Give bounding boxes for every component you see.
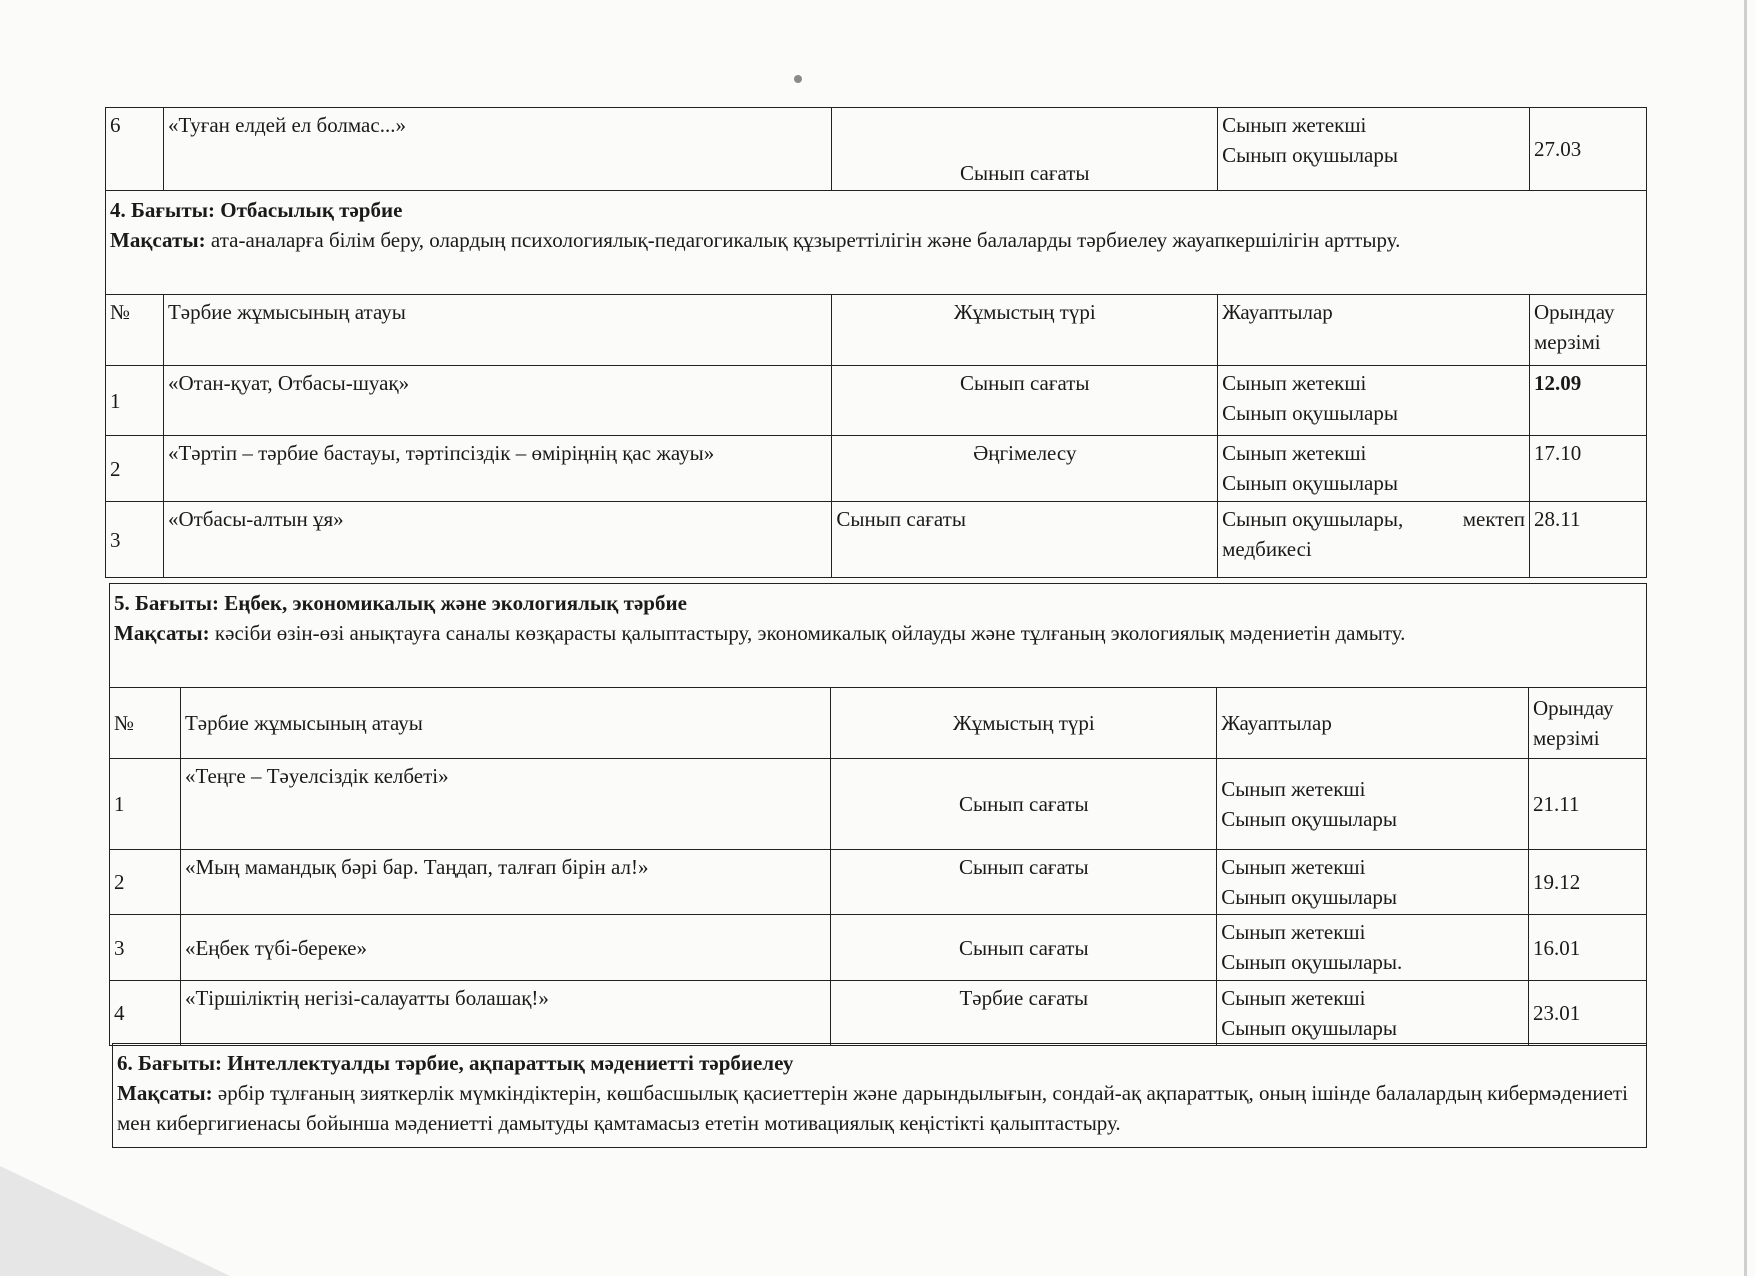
header-responsible: Жауаптылар (1217, 688, 1529, 759)
row-responsible (1218, 436, 1530, 502)
row-title: «Туған елдей ел болмас...» (163, 108, 831, 191)
row-title: «Теңге – Тәуелсіздік келбеті» (180, 759, 831, 850)
goal-label: Мақсаты: (117, 1081, 213, 1105)
responsible-line: Сынып оқушылары (1222, 143, 1398, 167)
row-title: «Отан-қуат, Отбасы-шуақ» (163, 366, 831, 436)
row-title: «Тәртіп – тәрбие бастауы, тәртіпсіздік – өміріңнің қас жауы» (163, 436, 831, 502)
section-5-heading: 5. Бағыты: Еңбек, экономикалық және экологиялық тәрбие (114, 591, 687, 615)
goal-text: әрбір тұлғаның зияткерлік мүмкіндіктерін, көшбасшылық қасиеттерін және дарындылығын, сондай-ақ ақпараттық, оның ішінде балалардың кибермәдениеті мен кибергигиенасы бойынша мәдениетті дамытуды қамтамасыз ететін мотивациялық кеңістікті қалыптастыру. (117, 1081, 1628, 1135)
plan-table-section-4 (105, 107, 1647, 578)
responsible-line: Сынып жетекші (1221, 777, 1366, 801)
table-row (110, 981, 1647, 1046)
row-title: «Еңбек түбі-береке» (180, 915, 831, 981)
row-responsible (1217, 915, 1529, 981)
goal-label: Мақсаты: (110, 228, 206, 252)
table-row (106, 366, 1647, 436)
goal-text: кәсіби өзін-өзі анықтауға саналы көзқарасты қалыптастыру, экономикалық ойлауды және тұлғаның экологиялық мәдениетін дамыту. (209, 621, 1406, 645)
scan-dot (794, 75, 802, 83)
plan-table-section-5 (109, 583, 1647, 1046)
row-type: Сынып сағаты (831, 759, 1217, 850)
responsible-line: Сынып оқушылары (1222, 401, 1398, 425)
header-title: Тәрбие жұмысының атауы (180, 688, 831, 759)
responsible-line: Сынып жетекші (1222, 441, 1367, 465)
section-6-goal (117, 1078, 1642, 1138)
row-date: 16.01 (1529, 915, 1647, 981)
row-responsible (1217, 850, 1529, 915)
row-type: Сынып сағаты (832, 366, 1218, 436)
row-date: 28.11 (1530, 502, 1647, 578)
responsible-line: Сынып оқушылары (1222, 471, 1398, 495)
row-type: Сынып сағаты (831, 850, 1217, 915)
row-type: Әңгімелесу (832, 436, 1218, 502)
row-title: «Тіршіліктің негізі-салауатты болашақ!» (180, 981, 831, 1046)
scan-edge (1744, 0, 1747, 1276)
row-number: 2 (110, 850, 181, 915)
row-title: «Отбасы-алтын ұя» (163, 502, 831, 578)
scan-fold-shadow (0, 1166, 230, 1276)
row-number: 4 (110, 981, 181, 1046)
header-responsible: Жауаптылар (1218, 295, 1530, 366)
row-date: 19.12 (1529, 850, 1647, 915)
table-row (106, 108, 1647, 191)
responsible-line: Сынып жетекші (1221, 920, 1366, 944)
row-number: 3 (106, 502, 164, 578)
responsible-line: Сынып оқушылары, мектеп (1222, 507, 1525, 531)
responsible-line: Сынып оқушылары (1221, 807, 1398, 831)
header-number: № (110, 688, 181, 759)
row-type: Сынып сағаты (831, 915, 1217, 981)
section-heading-row (106, 191, 1647, 295)
header-date: Орындау мерзімі (1530, 295, 1647, 366)
row-number: 3 (110, 915, 181, 981)
row-date: 27.03 (1530, 108, 1647, 191)
responsible-line: Сынып оқушылары (1221, 885, 1398, 909)
plan-table-section-6 (112, 1043, 1647, 1148)
section-6-heading: 6. Бағыты: Интеллектуалды тәрбие, ақпараттық мәдениетті тәрбиелеу (117, 1051, 794, 1075)
row-title: «Мың мамандық бәрі бар. Таңдап, талғап бірін ал!» (180, 850, 831, 915)
row-date: 17.10 (1530, 436, 1647, 502)
table-row (106, 436, 1647, 502)
header-type: Жұмыстың түрі (831, 688, 1217, 759)
section-6-heading-cell (113, 1044, 1647, 1148)
row-responsible (1218, 108, 1530, 191)
responsible-line: медбикесі (1222, 537, 1312, 561)
responsible-line: Сынып оқушылары. (1221, 950, 1403, 974)
row-responsible (1217, 759, 1529, 850)
goal-text: ата-аналарға білім беру, олардың психологиялық-педагогикалық құзыреттілігін және балаларды тәрбиелеу жауапкершілігін арттыру. (205, 228, 1401, 252)
section-heading-row (113, 1044, 1647, 1148)
goal-label: Мақсаты: (114, 621, 210, 645)
table-row (110, 850, 1647, 915)
section-4-heading: 4. Бағыты: Отбасылық тәрбие (110, 198, 403, 222)
table-row (106, 502, 1647, 578)
row-responsible (1217, 981, 1529, 1046)
row-number: 1 (110, 759, 181, 850)
responsible-line: Сынып жетекші (1222, 113, 1367, 137)
row-number: 2 (106, 436, 164, 502)
section-4-heading-cell (106, 191, 1647, 295)
row-date: 12.09 (1530, 366, 1647, 436)
row-responsible (1218, 366, 1530, 436)
row-date: 23.01 (1529, 981, 1647, 1046)
table-header-row (110, 688, 1647, 759)
row-type: Тәрбие сағаты (831, 981, 1217, 1046)
responsible-line: Сынып жетекші (1222, 371, 1367, 395)
row-responsible (1218, 502, 1530, 578)
row-number: 1 (106, 366, 164, 436)
header-title: Тәрбие жұмысының атауы (163, 295, 831, 366)
section-4-goal (110, 225, 1642, 255)
header-type: Жұмыстың түрі (832, 295, 1218, 366)
row-type: Сынып сағаты (832, 502, 1218, 578)
table-header-row (106, 295, 1647, 366)
row-number: 6 (106, 108, 164, 191)
section-heading-row (110, 584, 1647, 688)
row-date: 21.11 (1529, 759, 1647, 850)
section-5-goal (114, 618, 1642, 648)
responsible-line: Сынып жетекші (1221, 986, 1366, 1010)
table-row (110, 759, 1647, 850)
responsible-line: Сынып оқушылары (1221, 1016, 1398, 1040)
section-5-heading-cell (110, 584, 1647, 688)
row-type: Сынып сағаты (832, 108, 1218, 191)
table-row (110, 915, 1647, 981)
header-number: № (106, 295, 164, 366)
responsible-line: Сынып жетекші (1221, 855, 1366, 879)
header-date: Орындау мерзімі (1529, 688, 1647, 759)
